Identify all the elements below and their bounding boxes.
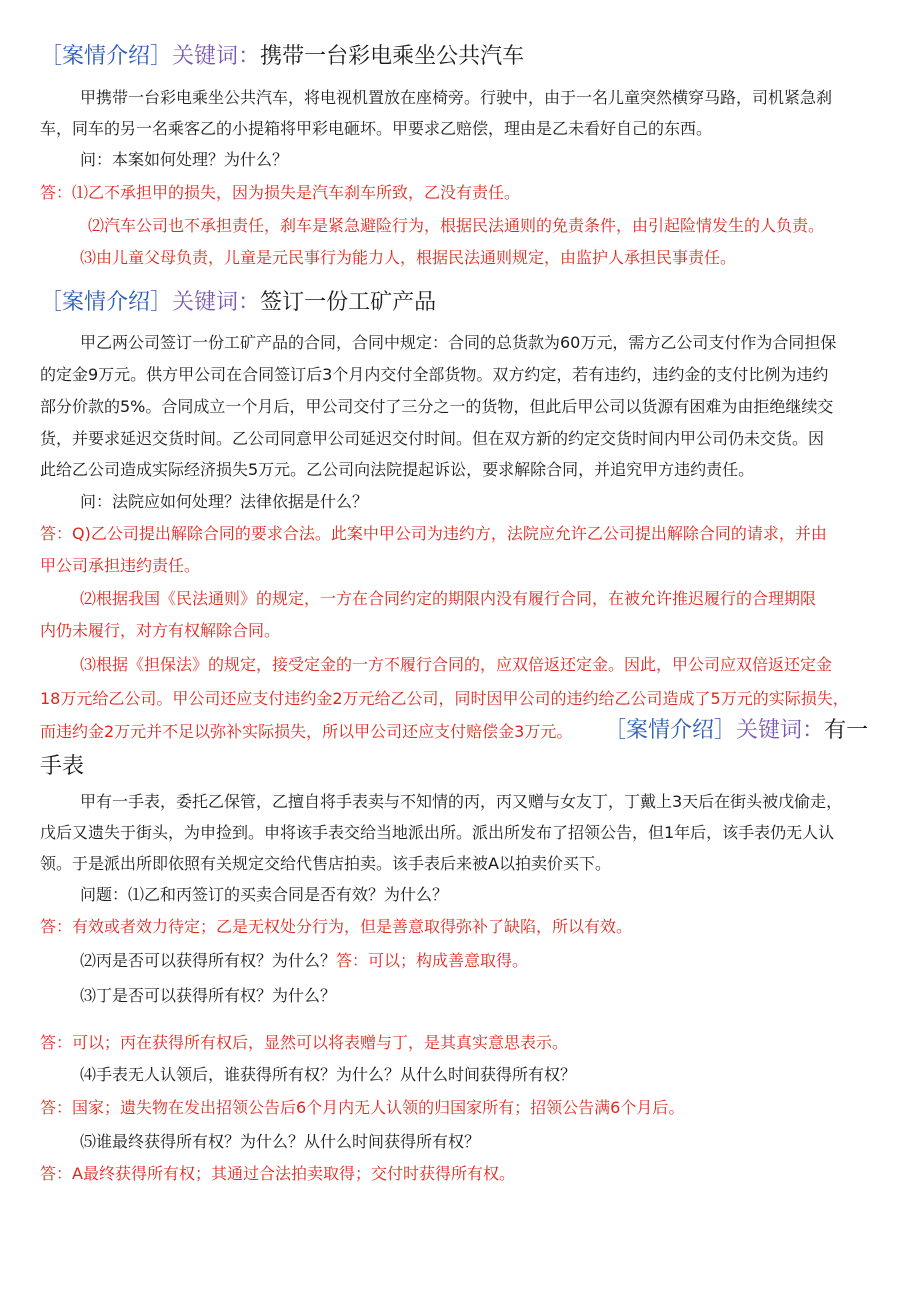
case-heading-3-continued bbox=[40, 752, 84, 782]
case-text-line: 甲乙两公司签订一份工矿产品的合同，合同中规定：合同的总货款为60万元，需方乙公司支付作为合同担保 bbox=[80, 333, 837, 352]
answer-line: ⑶根据《担保法》的规定，接受定金的一方不履行合同的，应双倍返还定金。因此，甲公司应双倍返还定金 bbox=[80, 655, 833, 674]
answer-line: 答：Q)乙公司提出解除合同的要求合法。此案中甲公司为违约方，法院应允许乙公司提出解除合同的请求，并由 bbox=[40, 524, 827, 543]
keyword-topic: 签订一份工矿产品 bbox=[260, 290, 437, 315]
keyword-colon: ： bbox=[238, 290, 261, 315]
keyword-label: 关键词 bbox=[172, 44, 239, 69]
bracket-open: ［ bbox=[40, 290, 63, 315]
answer-line: 内仍未履行，对方有权解除合同。 bbox=[40, 621, 281, 640]
question-line: ⑸谁最终获得所有权？为什么？从什么时间获得所有权？ bbox=[80, 1132, 481, 1151]
answer-line: ⑵汽车公司也不承担责任，刹车是紧急避险行为，根据民法通则的免责条件，由引起险情发生的人负责。 bbox=[88, 216, 825, 235]
case-text-line: 领。于是派出所即依照有关规定交给代售店拍卖。该手表后来被A以拍卖价买下。 bbox=[40, 854, 611, 873]
case-tag: 案情介绍 bbox=[62, 290, 151, 315]
question-line: 问：法院应如何处理？法律依据是什么？ bbox=[80, 492, 369, 511]
case-heading-2 bbox=[40, 288, 436, 318]
answer-text: 答：可以；构成善意取得。 bbox=[336, 951, 529, 970]
case-text-line: 戊后又遗失于街头，为申捡到。申将该手表交给当地派出所。派出所发布了招领公告，但1年后，该手表仍无人认 bbox=[40, 823, 835, 842]
answer-line: 答：A最终获得所有权；其通过合法拍卖取得；交付时获得所有权。 bbox=[40, 1164, 515, 1183]
answer-line: 答：可以；丙在获得所有权后，显然可以将表赠与丁，是其真实意思表示。 bbox=[40, 1033, 569, 1052]
question-line: ⑶丁是否可以获得所有权？为什么？ bbox=[80, 986, 337, 1005]
keyword-label: 关键词 bbox=[736, 718, 803, 743]
keyword-colon: ： bbox=[802, 718, 825, 743]
keyword-topic: 手表 bbox=[40, 754, 85, 779]
keyword-label: 关键词 bbox=[172, 290, 239, 315]
case-tag: 案情介绍 bbox=[62, 44, 151, 69]
bracket-close: ］ bbox=[150, 44, 173, 69]
answer-line: 18万元给乙公司。甲公司还应支付违约金2万元给乙公司，同时因甲公司的违约给乙公司造成了5万元的实际损失， bbox=[40, 689, 849, 708]
answer-line: 答：有效或者效力待定；乙是无权处分行为，但是善意取得弥补了缺陷，所以有效。 bbox=[40, 917, 633, 936]
case-heading-3 bbox=[604, 716, 868, 746]
answer-line: 而违约金2万元并不足以弥补实际损失，所以甲公司还应支付赔偿金3万元。 bbox=[40, 722, 573, 741]
case-text-line: 此给乙公司造成实际经济损失5万元。乙公司向法院提起诉讼，要求解除合同，并追究甲方违约责任。 bbox=[40, 460, 755, 479]
keyword-colon: ： bbox=[238, 44, 261, 69]
question-line: 问：本案如何处理？为什么？ bbox=[80, 150, 289, 169]
case-text-line: 车，同车的另一名乘客乙的小提箱将甲彩电砸坏。甲要求乙赔偿，理由是乙未看好自己的东西。 bbox=[40, 119, 713, 138]
case-text-line: 的定金9万元。供方甲公司在合同签订后3个月内交付全部货物。双方约定，若有违约，违约金的支付比例为违约 bbox=[40, 365, 829, 384]
answer-line: 答：⑴乙不承担甲的损失，因为损失是汽车刹车所致，乙没有责任。 bbox=[40, 183, 521, 202]
answer-line: 甲公司承担违约责任。 bbox=[40, 556, 201, 575]
keyword-topic: 携带一台彩电乘坐公共汽车 bbox=[260, 44, 525, 69]
case-text-line: 货，并要求延迟交货时间。乙公司同意甲公司延迟交付时间。但在双方新的约定交货时间内甲公司仍未交货。因 bbox=[40, 429, 825, 448]
question-answer-line bbox=[80, 950, 528, 972]
bracket-close: ］ bbox=[714, 718, 737, 743]
answer-line: 答：国家；遗失物在发出招领公告后6个月内无人认领的归国家所有；招领公告满6个月后。 bbox=[40, 1098, 685, 1117]
case-text-line: 甲携带一台彩电乘坐公共汽车，将电视机置放在座椅旁。行驶中，由于一名儿童突然横穿马路，司机紧急刹 bbox=[80, 88, 833, 107]
case-tag: 案情介绍 bbox=[626, 718, 715, 743]
question-line: ⑷手表无人认领后，谁获得所有权？为什么？从什么时间获得所有权？ bbox=[80, 1065, 577, 1084]
case-text-line: 部分价款的5%。合同成立一个月后，甲公司交付了三分之一的货物，但此后甲公司以货源有困难为由拒绝继续交 bbox=[40, 397, 834, 416]
question-line: 问题：⑴乙和丙签订的买卖合同是否有效？为什么？ bbox=[80, 885, 449, 904]
bracket-open: ［ bbox=[604, 718, 627, 743]
answer-line: ⑵根据我国《民法通则》的规定，一方在合同约定的期限内没有履行合同，在被允许推迟履行的合理期限 bbox=[80, 589, 817, 608]
case-text-line: 甲有一手表，委托乙保管，乙擅自将手表卖与不知情的丙，丙又赠与女友丁，丁戴上3天后在街头被戊偷走， bbox=[80, 792, 843, 811]
answer-line: ⑶由儿童父母负责，儿童是元民事行为能力人，根据民法通则规定，由监护人承担民事责任。 bbox=[80, 248, 737, 267]
case-heading-1 bbox=[40, 42, 524, 72]
bracket-close: ］ bbox=[150, 290, 173, 315]
question-text: ⑵丙是否可以获得所有权？为什么？ bbox=[80, 951, 337, 970]
bracket-open: ［ bbox=[40, 44, 63, 69]
keyword-topic: 有一 bbox=[824, 718, 869, 743]
